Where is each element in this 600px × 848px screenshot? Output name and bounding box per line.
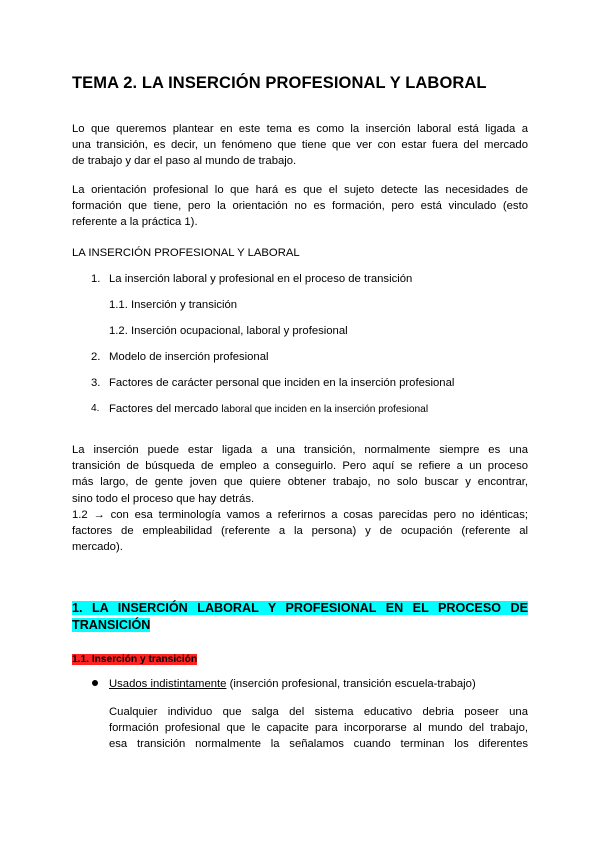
section-1-heading-line-2: TRANSICIÓN [72,617,151,632]
outline-item-3: Factores de carácter personal que inciden en la inserción profesional [109,377,455,389]
outline-item-4-part-b: laboral que inciden en la inserción profesional [221,404,429,415]
transition-line: 1.2 → con esa terminología vamos a referirnos a cosas parecidas pero no idénticas; [72,508,528,521]
intro-line: Lo que queremos plantear en este tema es como la inserción laboral está ligada a [72,123,528,135]
outline-item-4 [109,402,428,417]
outline-item-2: Modelo de inserción profesional [109,351,269,363]
transition-line: transición de búsqueda de empleo a conseguirlo. Pero aquí se refiere a un proceso [72,460,528,473]
outline-number: 1. [91,273,101,285]
outline-item-1: La inserción laboral y profesional en el proceso de transición [109,273,413,285]
transition-line: factores de empleabilidad (referente a la persona) y de ocupación (referente al [72,525,528,538]
outline-heading: LA INSERCIÓN PROFESIONAL Y LABORAL [72,247,300,259]
bullet-underlined-text: Usados indistintamente [109,678,227,690]
subsection-1-1-heading [72,653,197,667]
bullet-paragraph-line: Cualquier individuo que salga del sistema educativo debria poseer una [109,706,528,718]
outline-subitem-1-2: 1.2. Inserción ocupacional, laboral y profesional [109,325,348,337]
outline-item-4-part-a: Factores del mercado [109,403,222,415]
transition-line: La inserción puede estar ligada a una transición, normalmente siempre es una [72,444,528,456]
section-1-heading-line-1: 1. LA INSERCIÓN LABORAL Y PROFESIONAL EN EL PROCESO DE [72,601,528,615]
outline-subitem-1-1: 1.1. Inserción y transición [109,299,238,311]
outline-number: 3. [91,377,101,389]
intro-line: de trabajo y dar el paso al mundo de trabajo. [72,155,297,168]
bullet-rest-text: (inserción profesional, transición escuela-trabajo) [226,678,476,690]
intro-line: una transición, es decir, un fenómeno que tiene que ver con estar fuera del mercado [72,139,528,152]
bullet-item [109,677,476,691]
bullet-icon [92,680,98,686]
bullet-paragraph-line: formación profesional que le capacite para incorporarse al mundo del trabajo, [109,722,528,735]
page-title: TEMA 2. LA INSERCIÓN PROFESIONAL Y LABORAL [72,74,487,92]
outline-number: 4. [91,403,100,414]
intro-paragraph [72,121,528,170]
transition-line: mercado). [72,541,123,554]
bullet-paragraph [109,704,528,753]
orientation-paragraph [72,182,528,231]
orientation-line: La orientación profesional lo que hará es que el sujeto detecte las necesidades de [72,184,528,196]
orientation-line: formación que tiene, pero la orientación no es formación, pero está vinculado (esto [72,200,528,213]
transition-line: más largo, de gente joven que quiere obtener trabajo, no solo buscar y encontrar, [72,476,528,489]
subsection-1-1-heading-text: 1.1. Inserción y transición [72,654,198,665]
section-1-heading [72,600,528,634]
outline-number: 2. [91,351,101,363]
transition-paragraph [72,442,528,555]
bullet-paragraph-line: esa transición normalmente la señalamos cuando terminan los diferentes [109,738,528,751]
transition-line: sino todo el proceso que hay detrás. [72,492,255,505]
orientation-line: referente a la práctica 1). [72,216,198,229]
